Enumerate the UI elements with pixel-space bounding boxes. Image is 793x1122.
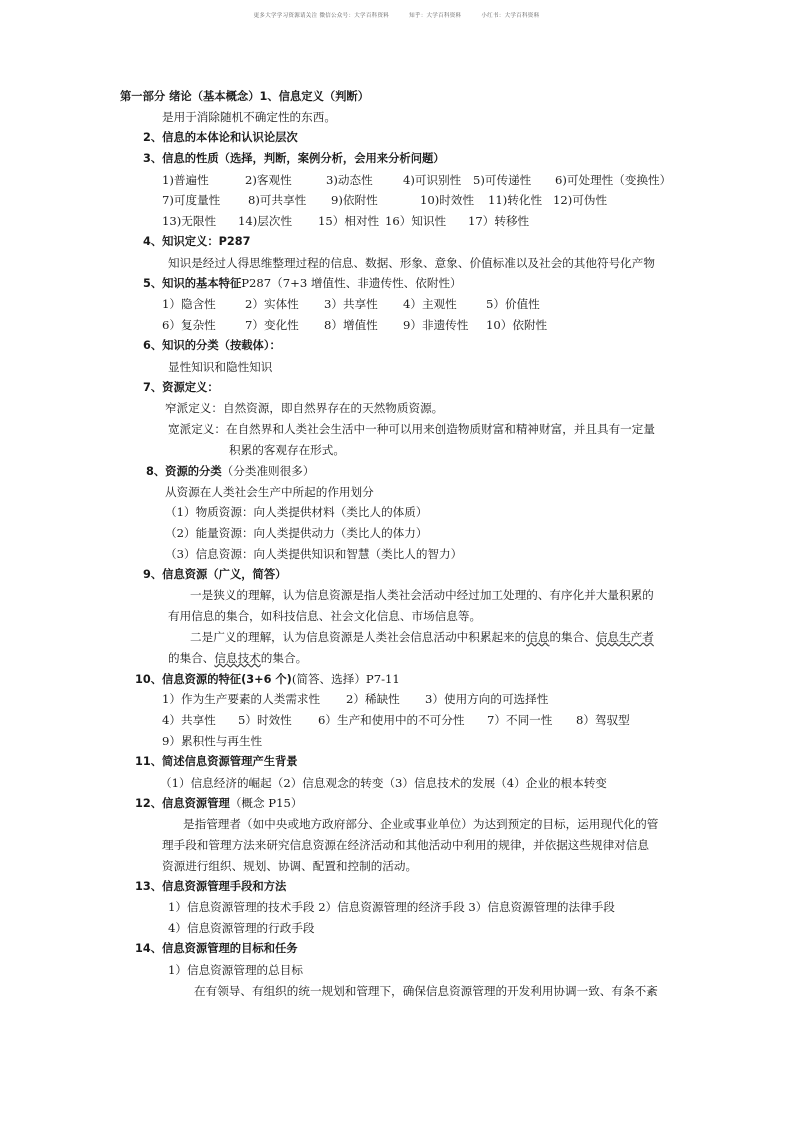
property-item: 17）转移性 bbox=[468, 214, 530, 228]
section-5-heading bbox=[143, 275, 462, 292]
feature-item: 1）隐含性 bbox=[162, 297, 216, 311]
characteristic-item: 2）稀缺性 bbox=[346, 692, 400, 706]
property-item: 15）相对性 bbox=[318, 214, 380, 228]
section-10-title: 10、信息资源的特征(3+6 个) bbox=[135, 673, 292, 686]
section-8-heading bbox=[146, 463, 314, 480]
property-item: 7)可度量性 bbox=[162, 193, 221, 207]
property-item: 5)可传递性 bbox=[473, 173, 532, 187]
section-2-title: 2、信息的本体论和认识论层次 bbox=[143, 131, 298, 144]
characteristic-item: 7）不同一性 bbox=[487, 713, 553, 727]
section-12-heading bbox=[135, 795, 302, 812]
section-14-title: 14、信息资源管理的目标和任务 bbox=[135, 942, 298, 955]
section-5-title: 5、知识的基本特征 bbox=[143, 277, 242, 290]
section-8-note: （分类准则很多） bbox=[221, 464, 315, 478]
property-item: 14)层次性 bbox=[238, 214, 293, 228]
property-item: 16）知识性 bbox=[385, 214, 447, 228]
property-item: 6)可处理性（变换性） bbox=[555, 173, 672, 187]
feature-item: 7）变化性 bbox=[245, 318, 299, 332]
section-9-para-2-text: 的集合。 bbox=[260, 651, 308, 665]
property-item: 9)依附性 bbox=[331, 193, 378, 207]
characteristic-item: 1）作为生产要素的人类需求性 bbox=[162, 692, 321, 706]
underlined-term: 信息 bbox=[526, 630, 550, 644]
section-9-para-2-line-1 bbox=[190, 629, 654, 645]
section-13-title: 13、信息资源管理手段和方法 bbox=[135, 880, 287, 893]
property-item: 1)普遍性 bbox=[162, 173, 209, 187]
section-11-text: （1）信息经济的崛起（2）信息观念的转变（3）信息技术的发展（4）企业的根本转变 bbox=[160, 776, 607, 790]
section-10-heading bbox=[135, 671, 400, 688]
section-7-broad-line-2: 积累的客观存在形式。 bbox=[229, 443, 345, 457]
section-1-title: 第一部分 绪论（基本概念）1、信息定义（判断） bbox=[120, 90, 370, 103]
property-item: 8)可共享性 bbox=[248, 193, 307, 207]
characteristic-item: 6）生产和使用中的不可分性 bbox=[318, 713, 465, 727]
section-1-definition: 是用于消除随机不确定性的东西。 bbox=[162, 110, 336, 124]
feature-item: 10）依附性 bbox=[486, 318, 548, 332]
section-9-title: 9、信息资源（广义，简答） bbox=[143, 568, 287, 581]
section-4-definition: 知识是经过人得思维整理过程的信息、数据、形象、意象、价值标准以及社会的其他符号化产物 bbox=[168, 256, 655, 270]
section-9-para-2-text: 的集合、 bbox=[168, 651, 215, 665]
section-9-para-2-line-2 bbox=[168, 650, 307, 666]
underlined-term: 信息生产者 bbox=[595, 630, 654, 644]
property-item: 3)动态性 bbox=[326, 173, 373, 187]
property-item: 2)客观性 bbox=[245, 173, 292, 187]
section-7-broad-line-1: 宽派定义：在自然界和人类社会生活中一种可以用来创造物质财富和精神财富，并且具有一定量 bbox=[168, 422, 655, 436]
resource-type-item: （3）信息资源：向人类提供知识和智慧（类比人的智力） bbox=[165, 547, 463, 561]
characteristic-item: 3）使用方向的可选择性 bbox=[425, 692, 549, 706]
property-item: 12)可伪性 bbox=[553, 193, 608, 207]
section-13-line-2: 4）信息资源管理的行政手段 bbox=[168, 921, 315, 935]
section-9-para-1-line-2: 有用信息的集合，如科技信息、社会文化信息、市场信息等。 bbox=[168, 609, 482, 623]
feature-item: 6）复杂性 bbox=[162, 318, 216, 332]
section-14-para: 在有领导、有组织的统一规划和管理下，确保信息资源管理的开发利用协调一致、有条不紊 bbox=[194, 984, 658, 998]
feature-item: 5）价值性 bbox=[486, 297, 540, 311]
section-8-title: 8、资源的分类 bbox=[146, 465, 222, 478]
section-13-line-1: 1）信息资源管理的技术手段 2）信息资源管理的经济手段 3）信息资源管理的法律手段 bbox=[168, 900, 615, 914]
property-item: 4)可识别性 bbox=[403, 173, 462, 187]
characteristic-item: 5）时效性 bbox=[238, 713, 292, 727]
section-14-line-1: 1）信息资源管理的总目标 bbox=[168, 963, 303, 977]
section-10-note: (简答、选择）P7-11 bbox=[291, 672, 400, 686]
section-3-title: 3、信息的性质（选择，判断，案例分析，会用来分析问题） bbox=[143, 152, 445, 165]
resource-type-item: （2）能量资源：向人类提供动力（类比人的体力） bbox=[165, 526, 428, 540]
feature-item: 2）实体性 bbox=[245, 297, 299, 311]
header-xiaohongshu: 小红书：大学百科资料 bbox=[481, 13, 540, 19]
section-12-para-line-1: 是指管理者（如中央或地方政府部分、企业或事业单位）为达到预定的目标，运用现代化的管 bbox=[183, 817, 659, 831]
section-12-para-line-3: 资源进行组织、规划、协调、配置和控制的活动。 bbox=[162, 859, 418, 873]
section-6-title: 6、知识的分类（按载体）： bbox=[143, 339, 281, 352]
property-item: 10)时效性 bbox=[420, 193, 475, 207]
section-6-text: 显性知识和隐性知识 bbox=[168, 360, 273, 374]
section-9-para-2-text: 二是广义的理解，认为信息资源是人类社会信息活动中积累起来的 bbox=[190, 630, 527, 644]
header-wechat: 更多大学学习资源请关注 微信公众号：大学百科资料 bbox=[253, 13, 390, 19]
resource-type-item: （1）物质资源：向人类提供材料（类比人的体质） bbox=[165, 505, 428, 519]
feature-item: 3）共享性 bbox=[324, 297, 378, 311]
page-header bbox=[0, 11, 793, 19]
section-7-narrow: 窄派定义：自然资源，即自然界存在的天然物质资源。 bbox=[165, 401, 444, 415]
section-12-para-line-2: 理手段和管理方法来研究信息资源在经济活动和其他活动中利用的规律，并依据这些规律对信息 bbox=[162, 838, 649, 852]
feature-item: 9）非遗传性 bbox=[403, 318, 469, 332]
section-5-note: P287（7+3 增值性、非遗传性、依附性） bbox=[241, 276, 462, 290]
underlined-term: 信息技术 bbox=[214, 651, 261, 665]
characteristic-item: 8）驾驭型 bbox=[576, 713, 630, 727]
section-11-title: 11、简述信息资源管理产生背景 bbox=[135, 755, 298, 768]
section-7-title: 7、资源定义： bbox=[143, 381, 219, 394]
feature-item: 8）增值性 bbox=[324, 318, 378, 332]
section-12-title: 12、信息资源管理 bbox=[135, 797, 230, 810]
section-9-para-2-text: 的集合、 bbox=[549, 630, 596, 644]
characteristic-item: 9）累积性与再生性 bbox=[162, 734, 263, 748]
property-item: 13)无限性 bbox=[162, 214, 217, 228]
feature-item: 4）主观性 bbox=[403, 297, 457, 311]
section-12-note: （概念 P15） bbox=[229, 796, 303, 810]
section-4-title: 4、知识定义：P287 bbox=[143, 235, 251, 248]
section-9-para-1-line-1: 一是狭义的理解，认为信息资源是指人类社会活动中经过加工处理的、有序化并大量积累的 bbox=[190, 588, 654, 602]
characteristic-item: 4）共享性 bbox=[162, 713, 216, 727]
section-8-intro: 从资源在人类社会生产中所起的作用划分 bbox=[165, 485, 374, 499]
header-zhihu: 知乎：大学百科资料 bbox=[409, 13, 462, 19]
property-item: 11)转化性 bbox=[488, 193, 543, 207]
